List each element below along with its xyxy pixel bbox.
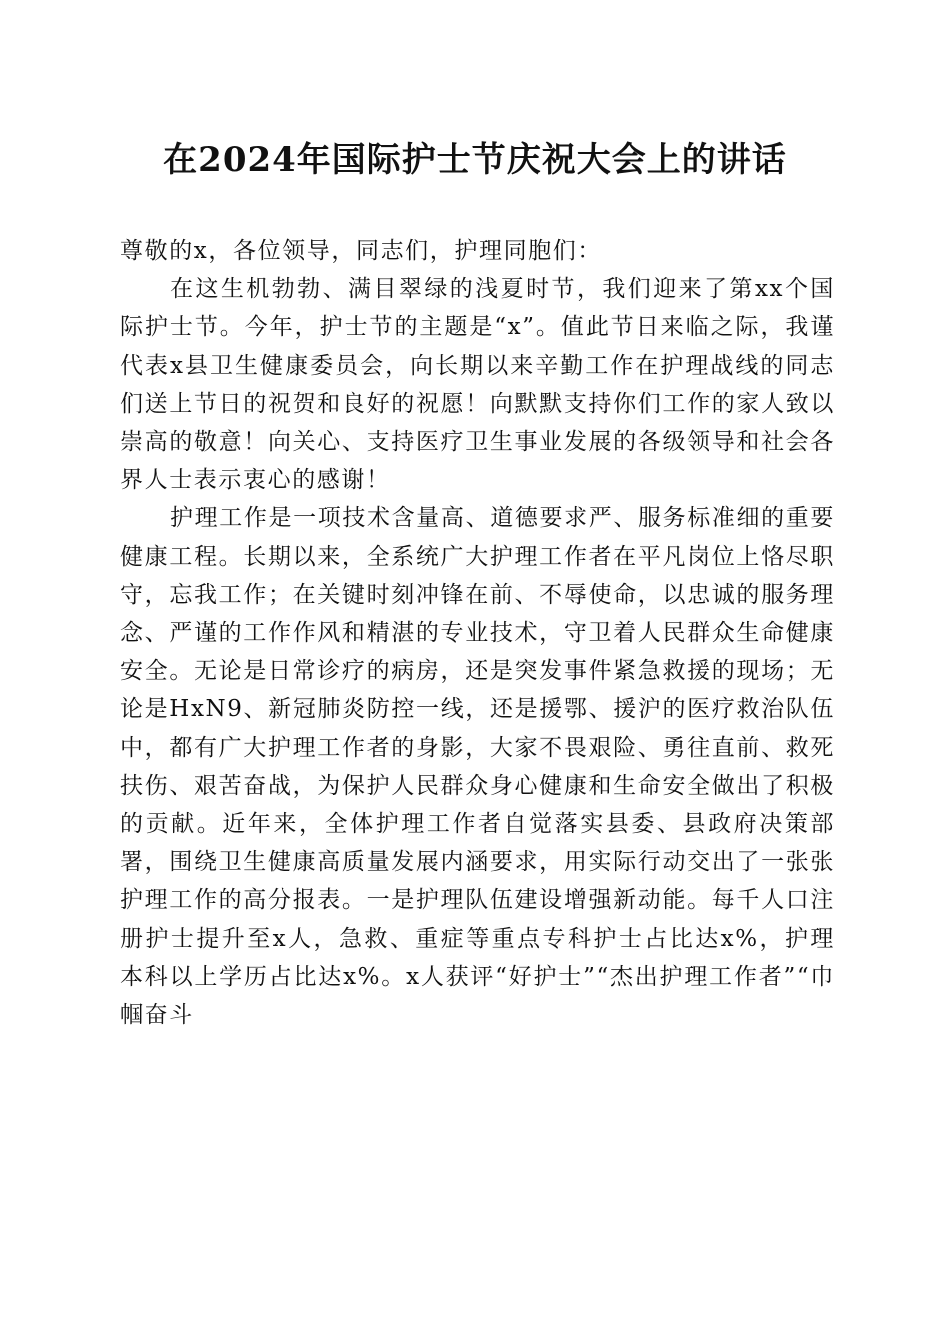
document-body — [120, 232, 835, 1034]
paragraph-2: 护理工作是一项技术含量高、道德要求严、服务标准细的重要健康工程。长期以来，全系统广大护理工作者在平凡岗位上恪尽职守，忘我工作；在关键时刻冲锋在前、不辱使命，以忠诚的服务理念、严谨的工作作风和精湛的专业技术，守卫着人民群众生命健康安全。无论是日常诊疗的病房，还是突发事件紧急救援的现场；无论是HxN9、新冠肺炎防控一线，还是援鄂、援沪的医疗救治队伍中，都有广大护理工作者的身影，大家不畏艰险、勇往直前、救死扶伤、艰苦奋战，为保护人民群众身心健康和生命安全做出了积极的贡献。近年来，全体护理工作者自觉落实县委、县政府决策部署，围绕卫生健康高质量发展内涵要求，用实际行动交出了一张张护理工作的高分报表。一是护理队伍建设增强新动能。每千人口注册护士提升至x人，急救、重症等重点专科护士占比达x%，护理本科以上学历占比达x%。x人获评“好护士”“杰出护理工作者”“巾帼奋斗 — [120, 505, 835, 1029]
paragraph-1: 在这生机勃勃、满目翠绿的浅夏时节，我们迎来了第xx个国际护士节。今年，护士节的主题是“x”。值此节日来临之际，我谨代表x县卫生健康委员会，向长期以来辛勤工作在护理战线的同志们送上节日的祝贺和良好的祝愿！向默默支持你们工作的家人致以崇高的敬意！向关心、支持医疗卫生事业发展的各级领导和社会各界人士表示衷心的感谢！ — [120, 276, 835, 494]
salutation: 尊敬的x，各位领导，同志们，护理同胞们： — [120, 238, 602, 264]
document-title: 在2024年国际护士节庆祝大会上的讲话 — [163, 140, 787, 180]
